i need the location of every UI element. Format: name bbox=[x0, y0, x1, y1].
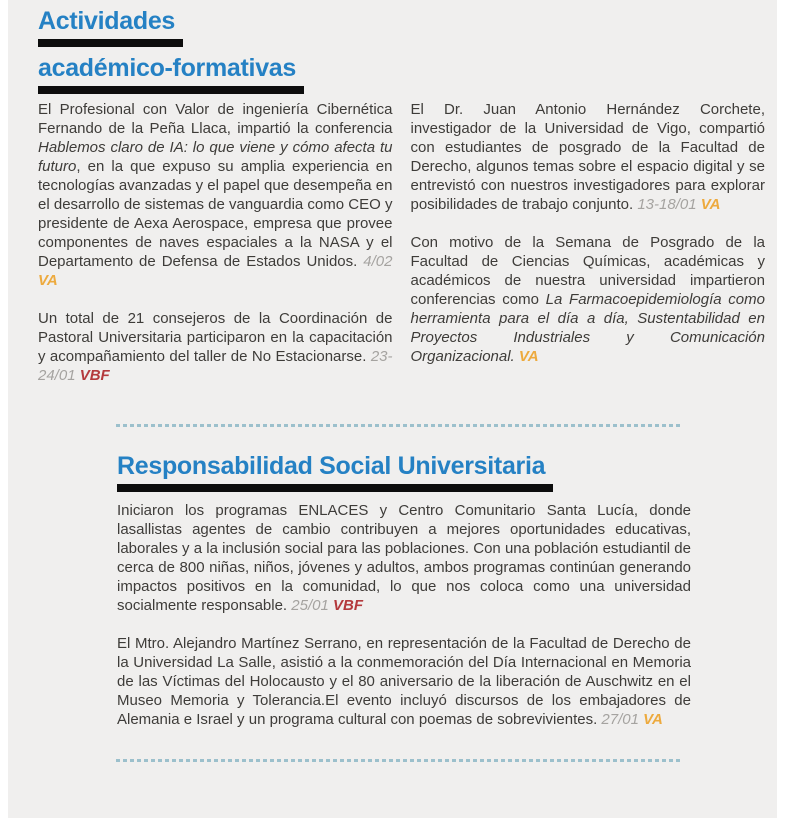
section-header-responsabilidad bbox=[117, 454, 691, 492]
body-text: Iniciaron los programas ENLACES y Centro Comunitario Santa Lucía, donde lasallistas agentes de cambio contribuyen a mejores oportunidades educativas, laborales y a la inclusión social para las poblaciones. Con una población estudiantil de cerca de 800 niñas, niños, jóvenes y adultos, ambos programas continúan generando impactos positivos en la comunidad, lo que nos coloca como una universidad socialmente responsable. bbox=[117, 502, 691, 614]
paragraph bbox=[411, 233, 766, 366]
initials-va: VA bbox=[38, 272, 58, 289]
body-text: El Mtro. Alejandro Martínez Serrano, en representación de la Facultad de Derecho de la Universidad La Salle, asistió a la conmemoración del Día Internacional en Memoria de las Víctimas del Holocausto y el 80 aniversario de la liberación de Auschwitz en el Museo Memoria y Tolerancia.El evento incluyó discursos de los embajadores de Alemania e Israel y un programa cultural con poemas de sobrevivientes. bbox=[117, 635, 691, 728]
title-underline-bar bbox=[117, 484, 553, 492]
content-panel bbox=[8, 0, 777, 818]
initials-va: VA bbox=[643, 711, 663, 728]
initials-va: VA bbox=[518, 348, 539, 365]
body-text: El Dr. Juan Antonio Hernández Corchete, investigador de la Universidad de Vigo, compartió con estudiantes de posgrado de la Facultad de Derecho, algunos temas sobre el espacio digital y se entrevistó con nuestros investigadores para explorar posibilidades de trabajo conjunto. bbox=[410, 101, 765, 213]
paragraph bbox=[411, 100, 766, 214]
body-text: Un total de 21 consejeros de la Coordinación de Pastoral Universitaria participaron en la capacitación y acompañamiento del taller de No Estacionarse. bbox=[38, 310, 393, 365]
title-line bbox=[117, 454, 545, 492]
section-title-text: Actividades bbox=[38, 7, 176, 35]
initials-vbf: VBF bbox=[332, 597, 363, 614]
section-divider bbox=[116, 424, 682, 427]
initials-va: VA bbox=[700, 196, 721, 213]
two-column-layout bbox=[38, 100, 765, 404]
paragraph bbox=[117, 501, 691, 615]
section-title-text: académico-formativas bbox=[38, 54, 297, 82]
date-stamp: 13-18/01 bbox=[637, 196, 701, 213]
paragraph bbox=[38, 100, 393, 290]
section-header-actividades bbox=[38, 9, 765, 94]
section-responsabilidad-social bbox=[117, 454, 691, 729]
paragraph bbox=[38, 309, 393, 385]
section-title-text: Responsabilidad Social Universitaria bbox=[117, 452, 546, 480]
section-divider bbox=[116, 759, 682, 762]
body-text: , en la que expuso su amplia experiencia en tecnologías avanzadas y el papel que desempeña en el desarrollo de sistemas de vanguardia como CEO y presidente de Aexa Aerospace, empresa que provee componentes de naves espaciales a la NASA y el Departamento de Defensa de Estados Unidos. bbox=[38, 158, 393, 270]
italic-title-text: La Farmacoepidemiología como herramienta para el día a día, Sustentabilidad en Proyectos Industriales y Comunicación Organizacional. bbox=[410, 291, 765, 365]
date-stamp: 25/01 bbox=[291, 597, 333, 614]
initials-vbf: VBF bbox=[79, 367, 110, 384]
title-underline-bar bbox=[38, 86, 304, 94]
body-text: El Profesional con Valor de ingeniería Cibernética Fernando de la Peña Llaca, impartió la conferencia bbox=[38, 101, 393, 137]
left-column bbox=[38, 100, 393, 404]
paragraph bbox=[117, 634, 691, 729]
date-stamp: 4/02 bbox=[363, 253, 393, 270]
body-text: Con motivo de la Semana de Posgrado de la Facultad de Ciencias Químicas, académicas y académicos de nuestra universidad impartieron conferencias como bbox=[410, 234, 765, 308]
date-stamp: 27/01 bbox=[601, 711, 644, 728]
page-content bbox=[8, 0, 777, 762]
title-underline-bar bbox=[38, 39, 183, 47]
title-line bbox=[38, 9, 175, 47]
italic-title-text: Hablemos claro de IA: lo que viene y cómo afecta tu futuro bbox=[38, 139, 393, 175]
date-stamp: 23-24/01 bbox=[38, 348, 393, 384]
title-line bbox=[38, 56, 296, 94]
right-column bbox=[411, 100, 766, 404]
